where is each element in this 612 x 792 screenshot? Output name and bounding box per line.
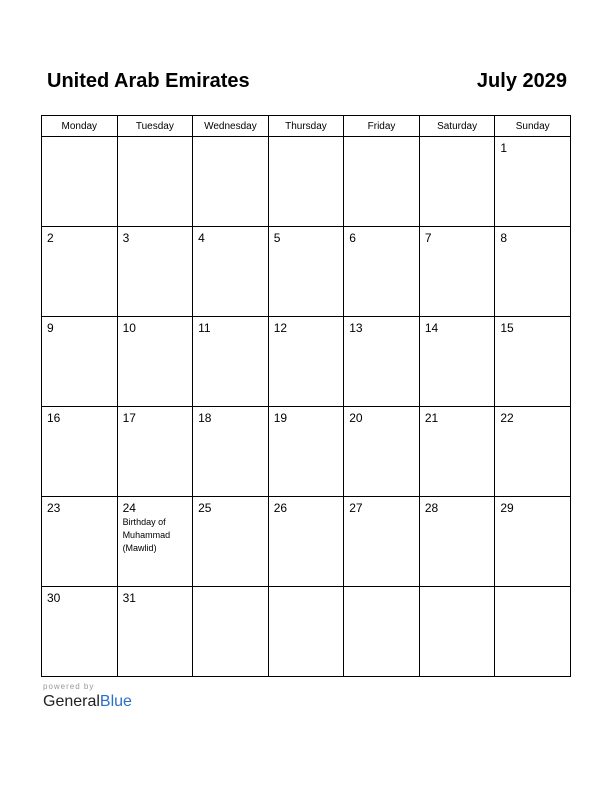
day-number: 1	[500, 141, 508, 155]
calendar-header	[41, 70, 571, 100]
day-cell	[42, 497, 118, 587]
day-cell	[344, 227, 420, 317]
day-number: 15	[500, 321, 514, 335]
calendar-grid	[41, 115, 571, 677]
day-number: 9	[47, 321, 54, 335]
day-cell	[117, 137, 193, 227]
day-number	[269, 137, 344, 141]
weekday-saturday: Saturday	[419, 116, 495, 137]
day-cell	[344, 317, 420, 407]
day-cell	[268, 137, 344, 227]
day-cell	[193, 497, 269, 587]
day-number	[420, 587, 495, 591]
day-cell	[419, 587, 495, 677]
day-number	[344, 137, 419, 141]
day-cell	[117, 497, 193, 587]
day-number: 6	[349, 231, 356, 245]
brand-blue-text: Blue	[99, 693, 132, 710]
day-cell	[42, 317, 118, 407]
country-title: United Arab Emirates	[47, 70, 250, 92]
day-number: 17	[122, 411, 136, 425]
week-row	[42, 317, 571, 407]
day-number: 28	[424, 501, 439, 515]
day-cell	[117, 587, 193, 677]
day-cell	[268, 587, 344, 677]
day-number: 30	[47, 591, 61, 605]
day-number: 8	[500, 231, 508, 245]
day-number: 10	[122, 321, 136, 335]
day-cell	[193, 317, 269, 407]
weekday-sunday: Sunday	[495, 116, 571, 137]
day-cell	[42, 227, 118, 317]
day-cell	[268, 317, 344, 407]
day-number: 31	[122, 591, 136, 605]
day-number: 26	[273, 501, 288, 515]
day-cell	[419, 317, 495, 407]
day-cell	[495, 227, 571, 317]
day-number: 27	[349, 501, 363, 515]
day-number: 12	[273, 321, 288, 335]
week-row	[42, 497, 571, 587]
generalblue-logo[interactable]	[43, 693, 132, 711]
day-number	[420, 137, 495, 141]
day-cell	[42, 407, 118, 497]
day-cell	[495, 497, 571, 587]
day-number: 3	[122, 231, 130, 245]
day-number: 22	[500, 411, 514, 425]
day-cell	[42, 587, 118, 677]
day-number	[495, 587, 570, 591]
day-cell	[193, 587, 269, 677]
day-cell	[495, 407, 571, 497]
day-number: 11	[198, 321, 211, 335]
day-number	[269, 587, 344, 591]
day-number: 13	[349, 321, 363, 335]
day-cell	[495, 587, 571, 677]
day-cell	[117, 407, 193, 497]
week-row	[42, 587, 571, 677]
day-number: 24	[122, 501, 136, 515]
holiday-label: Birthday of Muhammad (Mawlid)	[122, 517, 171, 553]
day-cell	[495, 137, 571, 227]
day-cell	[344, 497, 420, 587]
day-cell	[419, 407, 495, 497]
footer-branding	[43, 682, 132, 711]
day-cell	[419, 497, 495, 587]
day-number: 29	[500, 501, 514, 515]
day-number: 19	[273, 411, 288, 425]
weekday-friday: Friday	[344, 116, 420, 137]
day-cell	[419, 137, 495, 227]
day-cell	[268, 497, 344, 587]
powered-by-text: powered by	[43, 682, 95, 691]
day-number: 20	[349, 411, 363, 425]
week-row	[42, 137, 571, 227]
day-number: 14	[424, 321, 439, 335]
day-cell	[419, 227, 495, 317]
day-number: 4	[198, 231, 205, 245]
day-cell	[344, 137, 420, 227]
day-number	[344, 587, 419, 591]
week-row	[42, 227, 571, 317]
day-number: 5	[273, 231, 281, 245]
day-cell	[117, 227, 193, 317]
day-number: 23	[47, 501, 61, 515]
day-number: 25	[198, 501, 212, 515]
weekday-wednesday: Wednesday	[193, 116, 269, 137]
weekday-header-row	[42, 116, 571, 137]
brand-general-text: General	[43, 693, 100, 710]
day-cell	[117, 317, 193, 407]
day-cell	[268, 227, 344, 317]
week-row	[42, 407, 571, 497]
day-number	[118, 137, 193, 141]
day-cell	[193, 137, 269, 227]
day-number: 18	[198, 411, 212, 425]
weekday-monday: Monday	[42, 116, 118, 137]
day-number	[193, 137, 268, 141]
weekday-tuesday: Tuesday	[117, 116, 193, 137]
day-cell	[193, 407, 269, 497]
day-number: 7	[424, 231, 432, 245]
day-number: 2	[47, 231, 54, 245]
day-number	[42, 137, 117, 141]
month-title: July 2029	[476, 70, 567, 92]
weekday-thursday: Thursday	[268, 116, 344, 137]
day-cell	[495, 317, 571, 407]
day-cell	[42, 137, 118, 227]
day-number	[193, 587, 268, 591]
day-cell	[193, 227, 269, 317]
day-cell	[268, 407, 344, 497]
day-cell	[344, 587, 420, 677]
day-number: 16	[47, 411, 61, 425]
day-cell	[344, 407, 420, 497]
day-number: 21	[424, 411, 439, 425]
